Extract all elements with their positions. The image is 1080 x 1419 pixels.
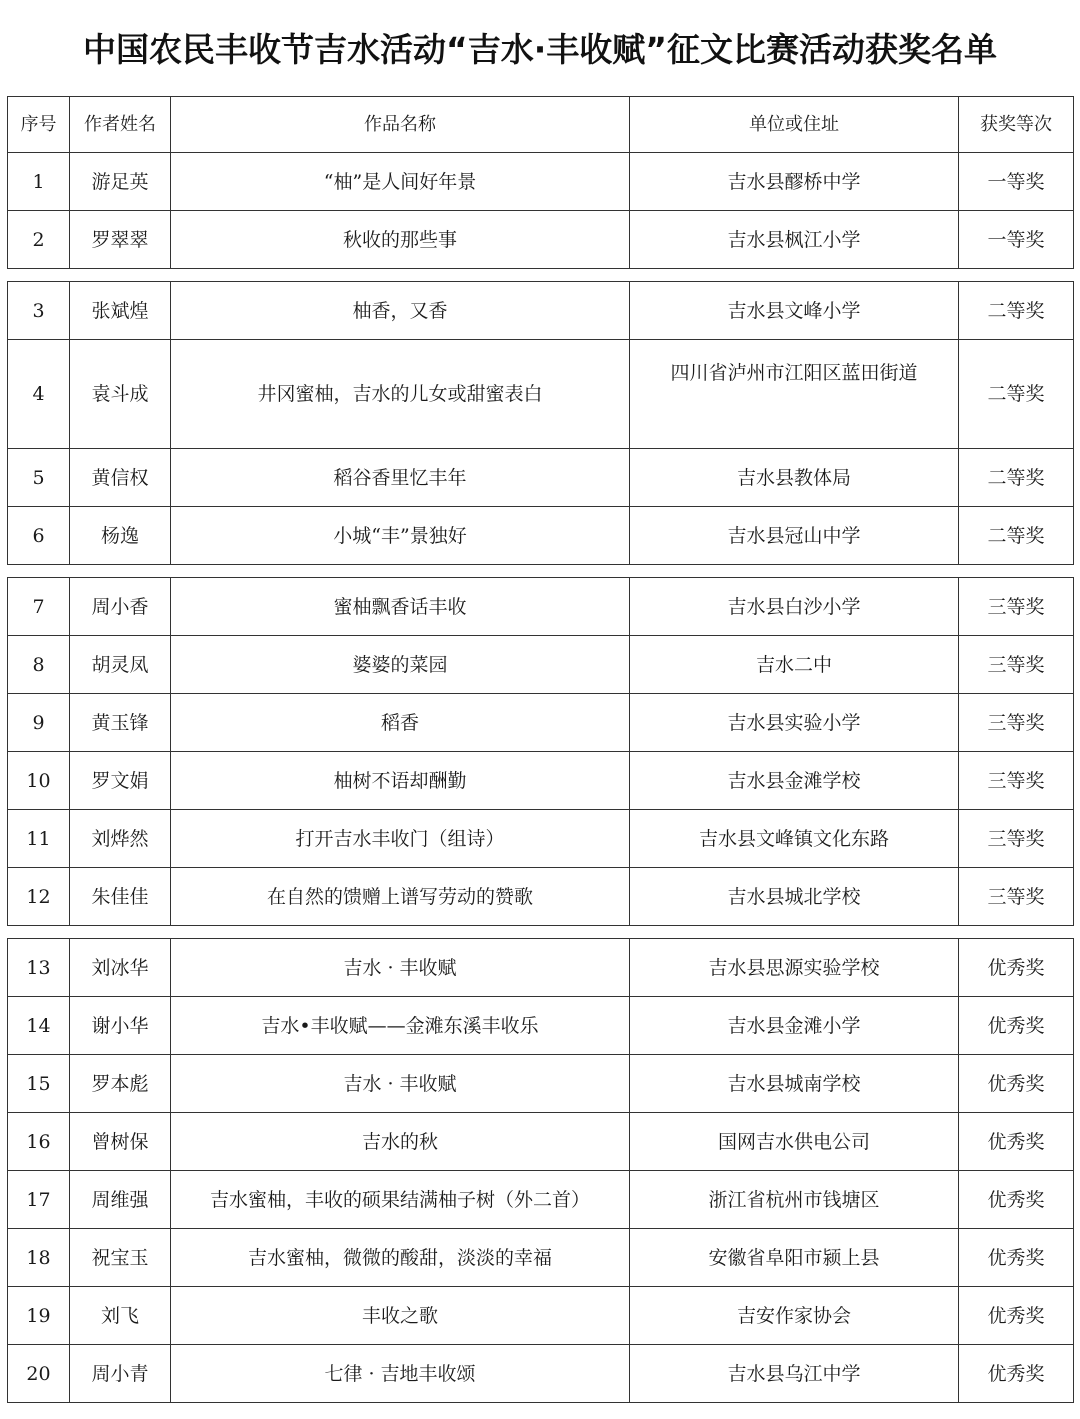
cell-number: 12: [8, 868, 70, 926]
table-row: [8, 694, 1074, 752]
cell-award: 优秀奖: [959, 1345, 1074, 1403]
cell-number: 7: [8, 578, 70, 636]
cell-number: 2: [8, 211, 70, 269]
column-header-award: 获奖等次: [959, 97, 1074, 153]
table-row: [8, 1055, 1074, 1113]
cell-award: 二等奖: [959, 507, 1074, 565]
cell-unit: 吉水县城南学校: [630, 1055, 959, 1113]
cell-number: 19: [8, 1287, 70, 1345]
cell-author: 周维强: [70, 1171, 171, 1229]
group-separator: [8, 269, 1074, 282]
cell-author: 张斌煌: [70, 282, 171, 340]
table-row: [8, 153, 1074, 211]
cell-award: 三等奖: [959, 636, 1074, 694]
cell-unit: 吉水县金滩学校: [630, 752, 959, 810]
cell-award: 三等奖: [959, 868, 1074, 926]
cell-work: 吉水 · 丰收赋: [171, 939, 630, 997]
group-separator: [8, 926, 1074, 939]
cell-author: 祝宝玉: [70, 1229, 171, 1287]
cell-unit: 吉水县冠山中学: [630, 507, 959, 565]
cell-number: 4: [8, 340, 70, 449]
cell-author: 谢小华: [70, 997, 171, 1055]
cell-award: 一等奖: [959, 211, 1074, 269]
cell-award: 优秀奖: [959, 939, 1074, 997]
cell-unit: 吉水县思源实验学校: [630, 939, 959, 997]
table-row: [8, 939, 1074, 997]
cell-unit: 吉水县乌江中学: [630, 1345, 959, 1403]
table-row: [8, 997, 1074, 1055]
cell-author: 胡灵凤: [70, 636, 171, 694]
cell-award: 三等奖: [959, 752, 1074, 810]
cell-author: 杨逸: [70, 507, 171, 565]
cell-work: 稻谷香里忆丰年: [171, 449, 630, 507]
cell-number: 6: [8, 507, 70, 565]
cell-number: 16: [8, 1113, 70, 1171]
cell-work: 吉水的秋: [171, 1113, 630, 1171]
cell-work: 柚香，又香: [171, 282, 630, 340]
cell-work: 井冈蜜柚，吉水的儿女或甜蜜表白: [171, 340, 630, 449]
cell-unit: 吉水县教体局: [630, 449, 959, 507]
table-row: [8, 810, 1074, 868]
cell-award: 二等奖: [959, 449, 1074, 507]
table-row: [8, 507, 1074, 565]
cell-work: 柚树不语却酬勤: [171, 752, 630, 810]
cell-unit: 吉水县实验小学: [630, 694, 959, 752]
cell-number: 15: [8, 1055, 70, 1113]
cell-unit: 吉水县城北学校: [630, 868, 959, 926]
cell-author: 游足英: [70, 153, 171, 211]
cell-number: 1: [8, 153, 70, 211]
table-row: [8, 1287, 1074, 1345]
table-row: [8, 1229, 1074, 1287]
cell-unit: 吉水县白沙小学: [630, 578, 959, 636]
cell-award: 一等奖: [959, 153, 1074, 211]
cell-work: 在自然的馈赠上谱写劳动的赞歌: [171, 868, 630, 926]
cell-unit: 吉水二中: [630, 636, 959, 694]
cell-unit: 浙江省杭州市钱塘区: [630, 1171, 959, 1229]
table-row: [8, 868, 1074, 926]
column-header-work: 作品名称: [171, 97, 630, 153]
cell-number: 14: [8, 997, 70, 1055]
cell-number: 8: [8, 636, 70, 694]
separator-cell: [8, 269, 1074, 282]
column-header-unit: 单位或住址: [630, 97, 959, 153]
cell-number: 5: [8, 449, 70, 507]
cell-unit: 吉水县金滩小学: [630, 997, 959, 1055]
table-row: [8, 449, 1074, 507]
cell-work: “柚”是人间好年景: [171, 153, 630, 211]
table-row: [8, 1113, 1074, 1171]
cell-award: 优秀奖: [959, 997, 1074, 1055]
table-row: [8, 752, 1074, 810]
cell-award: 优秀奖: [959, 1229, 1074, 1287]
cell-award: 优秀奖: [959, 1113, 1074, 1171]
cell-author: 刘烨然: [70, 810, 171, 868]
cell-number: 13: [8, 939, 70, 997]
cell-author: 黄玉锋: [70, 694, 171, 752]
document-title: 中国农民丰收节吉水活动“吉水·丰收赋”征文比赛活动获奖名单: [83, 30, 997, 69]
table-row: [8, 340, 1074, 449]
cell-work: 蜜柚飘香话丰收: [171, 578, 630, 636]
cell-unit: 国网吉水供电公司: [630, 1113, 959, 1171]
table-row: [8, 282, 1074, 340]
cell-author: 周小香: [70, 578, 171, 636]
cell-number: 17: [8, 1171, 70, 1229]
table-row: [8, 578, 1074, 636]
cell-award: 优秀奖: [959, 1171, 1074, 1229]
cell-work: 吉水蜜柚，丰收的硕果结满柚子树（外二首）: [171, 1171, 630, 1229]
cell-award: 二等奖: [959, 282, 1074, 340]
cell-work: 秋收的那些事: [171, 211, 630, 269]
group-separator: [8, 565, 1074, 578]
table-row: [8, 636, 1074, 694]
cell-award: 三等奖: [959, 578, 1074, 636]
table-row: [8, 211, 1074, 269]
separator-cell: [8, 926, 1074, 939]
cell-unit: 安徽省阜阳市颍上县: [630, 1229, 959, 1287]
award-table: [7, 96, 1073, 1403]
cell-unit: 吉水县醪桥中学: [630, 153, 959, 211]
cell-number: 11: [8, 810, 70, 868]
cell-award: 三等奖: [959, 810, 1074, 868]
cell-work: 稻香: [171, 694, 630, 752]
cell-number: 18: [8, 1229, 70, 1287]
cell-unit: 吉水县文峰镇文化东路: [630, 810, 959, 868]
cell-award: 三等奖: [959, 694, 1074, 752]
cell-unit: 吉安作家协会: [630, 1287, 959, 1345]
cell-author: 黄信权: [70, 449, 171, 507]
cell-number: 3: [8, 282, 70, 340]
table-row: [8, 1345, 1074, 1403]
cell-work: 吉水•丰收赋——金滩东溪丰收乐: [171, 997, 630, 1055]
cell-unit: 四川省泸州市江阳区蓝田街道: [630, 340, 959, 449]
cell-author: 刘飞: [70, 1287, 171, 1345]
cell-author: 罗翠翠: [70, 211, 171, 269]
cell-author: 周小青: [70, 1345, 171, 1403]
cell-unit: 吉水县枫江小学: [630, 211, 959, 269]
column-header-author: 作者姓名: [70, 97, 171, 153]
cell-author: 罗本彪: [70, 1055, 171, 1113]
cell-author: 曾树保: [70, 1113, 171, 1171]
table-header-row: [8, 97, 1074, 153]
cell-award: 优秀奖: [959, 1287, 1074, 1345]
cell-work: 七律 · 吉地丰收颂: [171, 1345, 630, 1403]
cell-unit: 吉水县文峰小学: [630, 282, 959, 340]
cell-award: 二等奖: [959, 340, 1074, 449]
table-row: [8, 1171, 1074, 1229]
cell-work: 打开吉水丰收门（组诗）: [171, 810, 630, 868]
cell-work: 婆婆的菜园: [171, 636, 630, 694]
cell-work: 丰收之歌: [171, 1287, 630, 1345]
cell-work: 小城“丰”景独好: [171, 507, 630, 565]
cell-author: 罗文娟: [70, 752, 171, 810]
cell-author: 朱佳佳: [70, 868, 171, 926]
cell-number: 10: [8, 752, 70, 810]
cell-work: 吉水 · 丰收赋: [171, 1055, 630, 1113]
separator-cell: [8, 565, 1074, 578]
cell-award: 优秀奖: [959, 1055, 1074, 1113]
cell-author: 刘冰华: [70, 939, 171, 997]
cell-number: 9: [8, 694, 70, 752]
cell-author: 袁斗成: [70, 340, 171, 449]
cell-work: 吉水蜜柚，微微的酸甜，淡淡的幸福: [171, 1229, 630, 1287]
column-header-number: 序号: [8, 97, 70, 153]
cell-number: 20: [8, 1345, 70, 1403]
